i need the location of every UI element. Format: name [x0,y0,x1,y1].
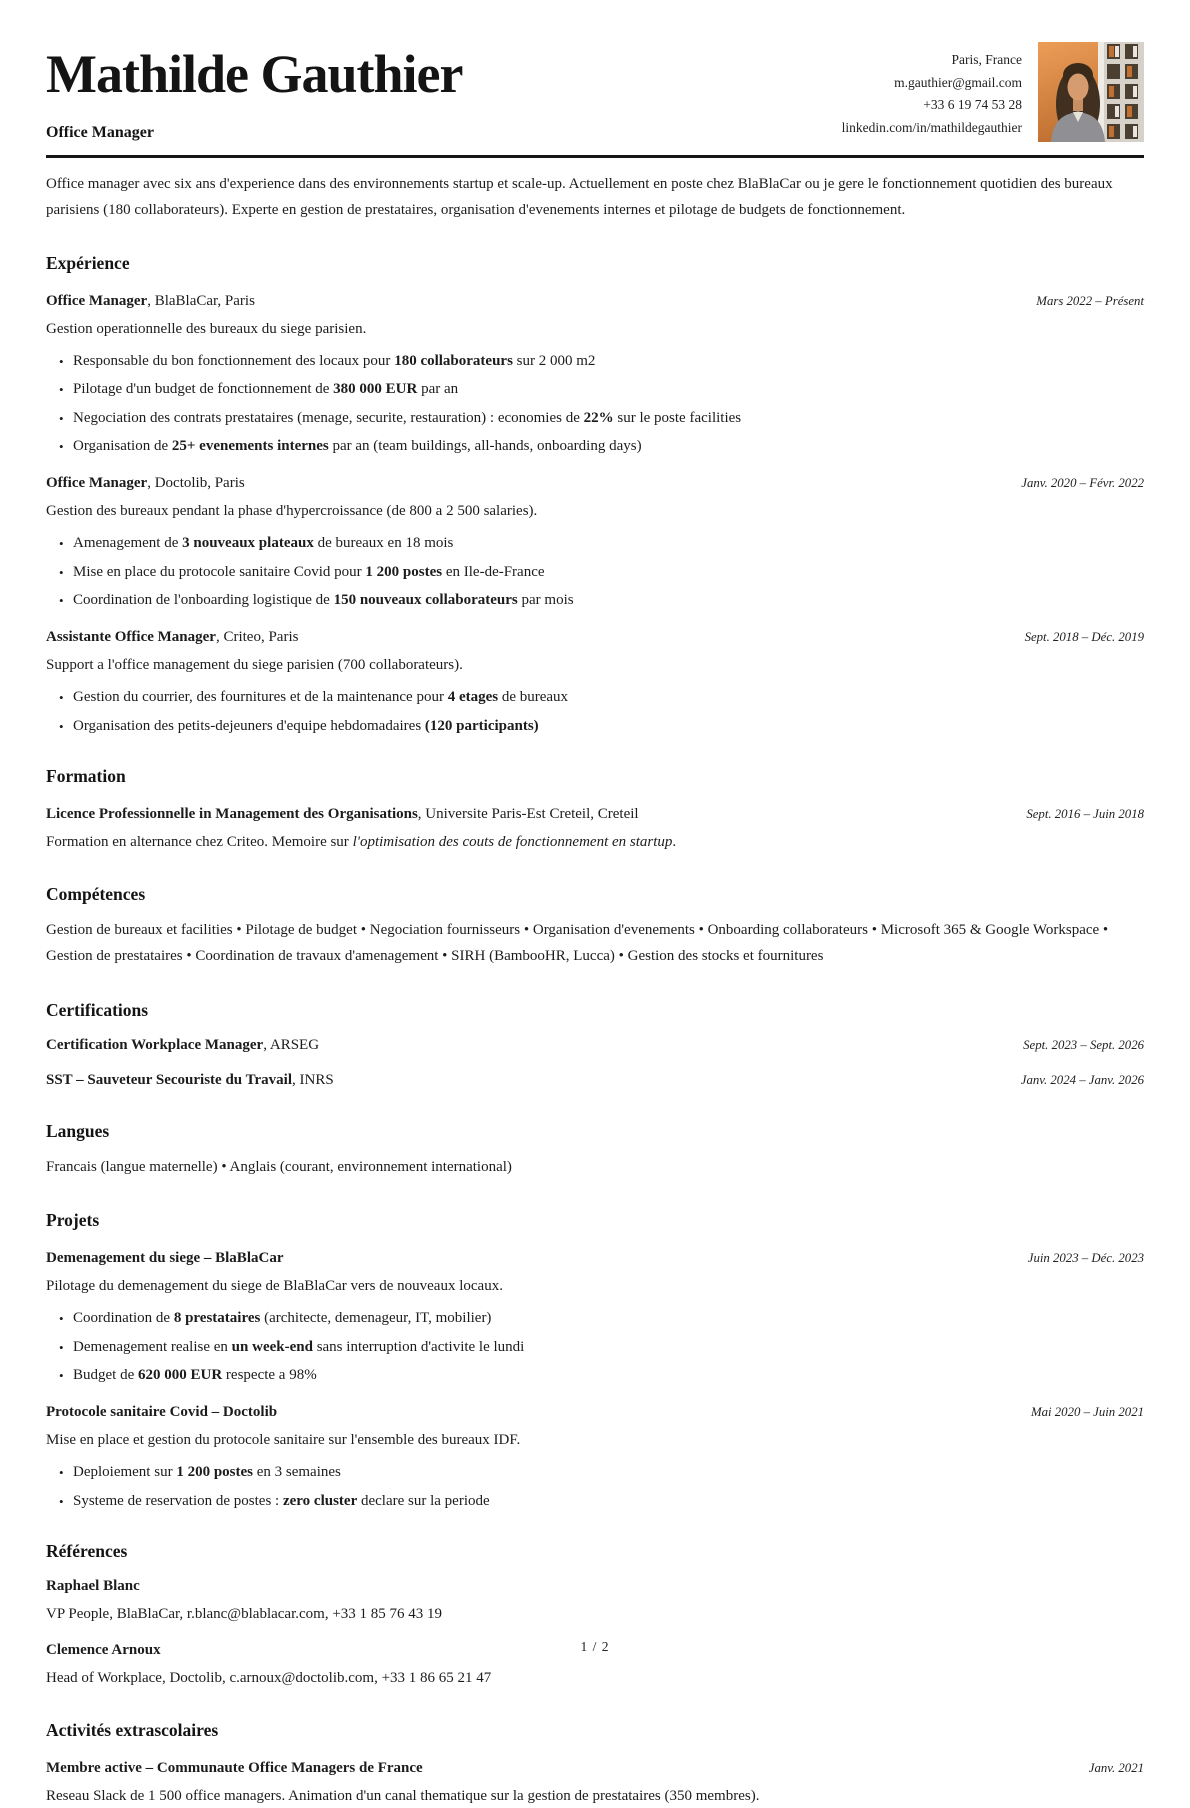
bullet-list [46,351,1144,457]
text-segment: (120 participants) [424,717,539,734]
bullet-list [46,1462,1144,1511]
text-segment: par mois [517,592,574,608]
resume-entry [46,472,1144,610]
person-role: Office Manager [46,123,154,141]
text-segment: 1 200 postes [365,563,443,580]
entry-title [46,1069,334,1091]
text-segment: Mise en place et gestion du protocole sanitaire sur l'ensemble des bureaux IDF. [46,1432,521,1448]
text-segment: Responsable du bon fonctionnement des locaux pour [73,352,395,369]
entry-title [46,803,639,825]
bullet-item [73,562,1144,582]
text-segment: par an [417,381,459,397]
text-segment: , BlaBlaCar, Paris [147,292,255,309]
text-segment: Systeme de reservation de postes : [73,1492,283,1509]
entry-date: Sept. 2016 – Juin 2018 [1026,806,1144,821]
text-segment: 620 000 EUR [138,1367,223,1383]
text-segment: Demenagement realise en [73,1338,232,1355]
entry-header [46,803,1144,825]
entry-header [46,1069,1144,1091]
text-segment: respecte a 98% [222,1367,317,1383]
bullet-item [73,687,1144,707]
entry-title [46,1401,277,1423]
resume-entry [46,1069,1144,1091]
entry-date: Janv. 2021 [1088,1760,1144,1775]
entry-title [46,1247,283,1269]
text-segment: en Ile-de-France [442,563,545,580]
resume-entry [46,626,1144,736]
bullet-item [73,436,1144,456]
entry-title [46,1757,423,1779]
entry-date: Juin 2023 – Déc. 2023 [1027,1251,1144,1265]
text-segment: . [672,833,677,850]
bullet-item [73,533,1144,553]
resume-entry [46,1247,1144,1385]
text-segment: 4 etages [447,689,499,705]
text-segment: 25+ evenements internes [171,438,329,454]
bullet-item [73,1462,1144,1482]
entry-header [46,626,1144,648]
text-segment: , Criteo, Paris [215,629,299,645]
text-segment: sur 2 000 m2 [512,352,596,369]
resume-entry [46,803,1144,854]
text-segment: Demenagement du siege – BlaBlaCar [46,1250,284,1266]
text-segment: Pilotage d'un budget de fonctionnement de [73,381,334,397]
certification-entries [46,1034,1144,1091]
text-segment: Certification Workplace Manager [46,1036,264,1053]
entry-date: Janv. 2024 – Janv. 2026 [1020,1072,1144,1087]
text-segment: Organisation de [73,438,172,454]
entry-date: Janv. 2020 – Févr. 2022 [1021,476,1144,490]
entry-header [46,1575,1144,1597]
entry-description [46,654,1144,677]
reference-entries [46,1575,1144,1690]
text-segment: Gestion des bureaux pendant la phase d'hypercroissance (de 800 a 2 500 salaries). [46,503,538,519]
text-segment: Assistante Office Manager [46,629,216,645]
text-segment: Pilotage du demenagement du siege de BlaBlaCar vers de nouveaux locaux. [46,1278,503,1294]
text-segment: Organisation des petits-dejeuners d'equipe hebdomadaires [73,717,425,734]
text-segment: Gestion operationnelle des bureaux du siege parisien. [46,320,367,337]
bullet-item [73,590,1144,610]
header-divider [46,155,1144,158]
entry-header [46,290,1144,312]
text-segment: Budget de [73,1367,138,1383]
summary-paragraph: Office manager avec six ans d'experience dans des environnements startup et scale-up. Actuellement en poste chez BlaBlaCar ou je gere le fonctionnement quotidien des bureaux parisiens (180 collaborateurs). Experte en gestion de prestataires, organisation d'evenements internes et pilotage de budgets de fonctionnement. [46,175,1113,218]
entry-description [46,1785,1144,1808]
text-segment: Gestion du courrier, des fournitures et de la maintenance pour [73,689,448,705]
text-segment: Coordination de [73,1310,174,1326]
text-segment: , INRS [292,1071,334,1088]
text-segment: , Universite Paris-Est Creteil, Creteil [417,805,639,822]
text-segment: Mise en place du protocole sanitaire Covid pour [73,563,366,580]
entry-title [46,626,298,648]
bullet-item [73,351,1144,371]
page-indicator: 1 / 2 [580,1639,610,1654]
entry-date: Mai 2020 – Juin 2021 [1030,1405,1144,1419]
entry-description [46,1275,1144,1298]
text-segment: par an (team buildings, all-hands, onboarding days) [328,438,642,454]
text-segment: un week-end [231,1338,313,1355]
text-segment: , ARSEG [263,1036,320,1053]
text-segment: Reseau Slack de 1 500 office managers. Animation d'un canal thematique sur la gestion de prestataires (350 membres). [46,1787,760,1804]
entry-title [46,1034,319,1056]
contact-linkedin: linkedin.com/in/mathildegauthier [841,119,1022,135]
bullet-item [73,716,1144,736]
bullet-item [73,379,1144,399]
languages-list: Francais (langue maternelle) • Anglais (courant, environnement international) [46,1158,512,1175]
text-segment: Negociation des contrats prestataires (menage, securite, restauration) : economies de [73,409,584,426]
header-contact-photo [842,42,1144,142]
text-segment: Office Manager [46,475,148,491]
section-heading-projets: Projets [46,1210,100,1230]
text-segment: 1 200 postes [176,1464,253,1480]
resume-entry [46,1575,1144,1626]
contact-phone: +33 6 19 74 53 28 [923,97,1022,112]
text-segment: Head of Workplace, Doctolib, c.arnoux@doctolib.com, +33 1 86 65 21 47 [46,1669,492,1686]
text-segment: VP People, BlaBlaCar, r.blanc@blablacar.com, +33 1 85 76 43 19 [46,1605,443,1622]
activity-entries [46,1757,1144,1808]
profile-photo [1038,42,1144,142]
text-segment: sans interruption d'activite le lundi [312,1338,525,1355]
text-segment: 3 nouveaux plateaux [182,535,314,551]
section-heading-formation: Formation [46,765,126,786]
entry-description [46,1603,1144,1626]
bullet-list [46,1308,1144,1385]
entry-date: Sept. 2018 – Déc. 2019 [1024,630,1144,644]
text-segment: Deploiement sur [73,1464,177,1480]
entry-description [46,318,1144,341]
entry-date: Sept. 2023 – Sept. 2026 [1023,1037,1144,1052]
text-segment: (architecte, demenageur, IT, mobilier) [260,1310,492,1326]
skills-list: Gestion de bureaux et facilities • Pilotage de budget • Negociation fournisseurs • Organisation d'evenements • Onboarding collaborateurs • Microsoft 365 & Google Workspace • Gestion de prestataires • Coordination de travaux d'amenagement • SIRH (BambooHR, Lucca) • Gestion des stocks et fournitures [46,921,1109,964]
text-segment: , Doctolib, Paris [147,475,245,491]
text-segment: Membre active – Communaute Office Managers de France [46,1759,423,1776]
entry-header [46,1247,1144,1269]
text-segment: zero cluster [282,1492,358,1509]
text-segment: Protocole sanitaire Covid – Doctolib [46,1404,278,1420]
entry-description [46,831,1144,854]
entry-description [46,500,1144,523]
entry-title [46,472,245,494]
resume-entry [46,1757,1144,1808]
resume-entry [46,1401,1144,1511]
section-heading-experience: Expérience [46,252,130,273]
text-segment: 150 nouveaux collaborateurs [333,592,518,608]
project-entries [46,1247,1144,1511]
text-segment: de bureaux [498,689,569,705]
formation-entries [46,803,1144,854]
section-heading-certifications: Certifications [46,999,149,1020]
entry-description [46,1667,1144,1690]
entry-header [46,1034,1144,1056]
resume-entry [46,1034,1144,1056]
text-segment: Coordination de l'onboarding logistique de [73,592,334,608]
entry-title [46,290,255,312]
bullet-list [46,687,1144,736]
contact-location: Paris, France [951,52,1022,67]
text-segment: en 3 semaines [252,1464,341,1480]
text-segment: Support a l'office management du siege parisien (700 collaborateurs). [46,657,463,673]
text-segment: Formation en alternance chez Criteo. Memoire sur [46,833,353,850]
text-segment: 180 collaborateurs [394,352,513,369]
entry-header [46,1401,1144,1423]
bullet-item [73,1308,1144,1328]
bullet-item [73,1337,1144,1357]
header-identity [46,42,462,142]
bullet-item [73,1491,1144,1511]
section-heading-activites: Activités extrascolaires [46,1719,219,1740]
bullet-item [73,1365,1144,1385]
text-segment: 8 prestataires [173,1310,261,1326]
section-heading-langues: Langues [46,1120,110,1141]
text-segment: 380 000 EUR [333,381,418,397]
contact-email: m.gauthier@gmail.com [894,74,1022,90]
text-segment: Amenagement de [73,535,183,551]
text-segment: de bureaux en 18 mois [313,535,454,551]
bullet-item [73,408,1144,428]
text-segment: Clemence Arnoux [46,1641,161,1658]
text-segment: 22% [583,409,614,426]
entry-date: Mars 2022 – Présent [1036,293,1144,308]
section-heading-competences: Compétences [46,883,146,904]
person-name: Mathilde Gauthier [46,44,463,104]
text-segment: declare sur la periode [357,1492,490,1509]
bullet-list [46,533,1144,610]
entry-header [46,472,1144,494]
contact-block [842,42,1022,139]
text-segment: Raphael Blanc [46,1577,140,1594]
entry-description [46,1429,1144,1452]
text-segment: Licence Professionnelle in Management des Organisations [46,805,418,822]
resume-header [46,42,1144,142]
text-segment: l'optimisation des couts de fonctionnement en startup [352,833,673,850]
text-segment: SST – Sauveteur Secouriste du Travail [46,1071,293,1088]
entry-title [46,1575,140,1597]
entry-header [46,1757,1144,1779]
resume-entry [46,290,1144,457]
section-heading-references: Références [46,1540,128,1561]
text-segment: Office Manager [46,292,148,309]
experience-entries [46,290,1144,736]
text-segment: sur le poste facilities [613,409,742,426]
